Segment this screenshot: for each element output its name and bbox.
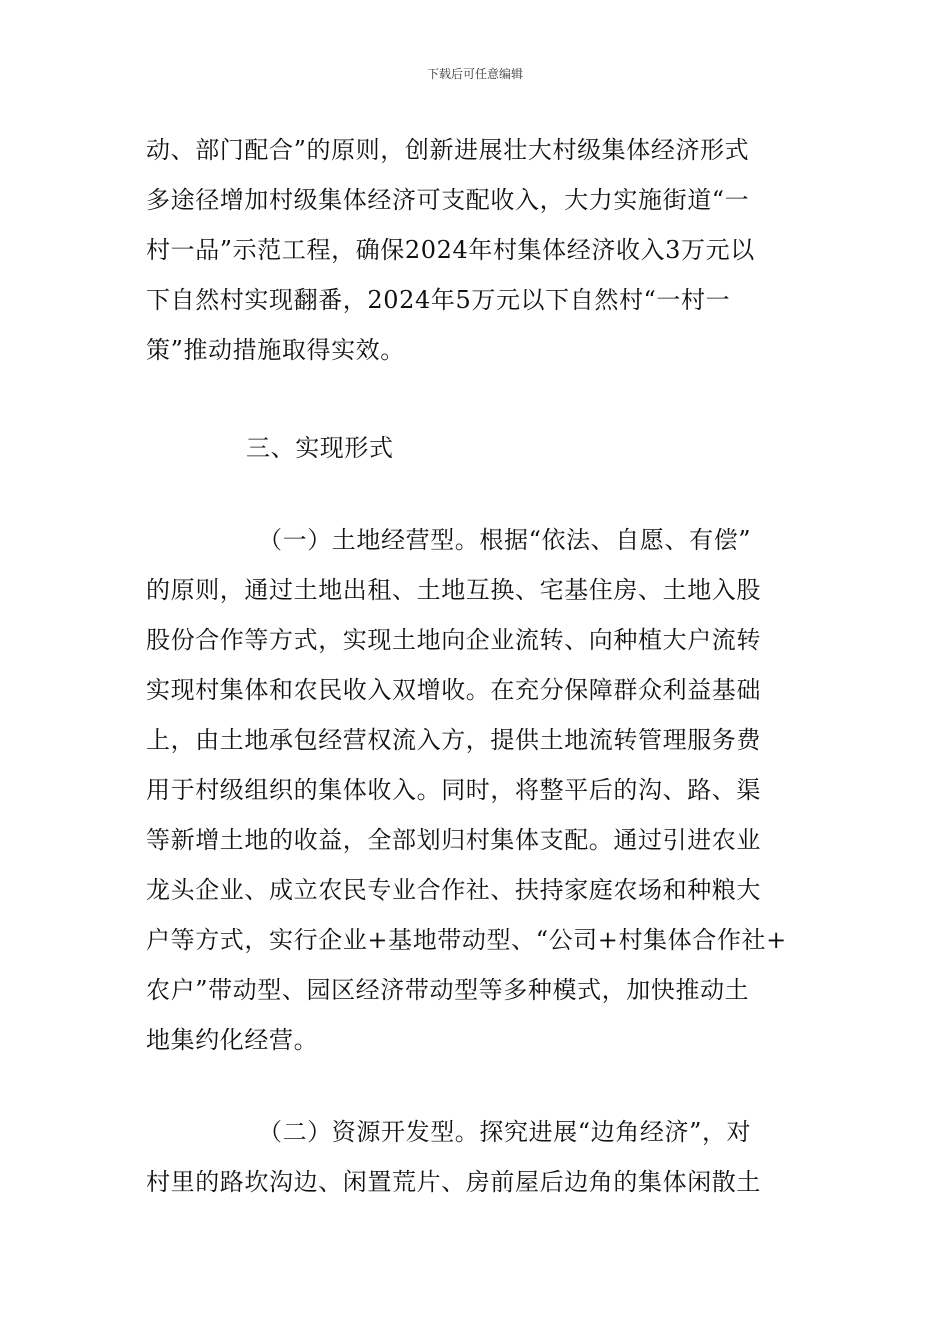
paragraph-line: 户等方式，实行企业+基地带动型、“公司+村集体合作社+	[146, 926, 787, 954]
paragraph-line: （二）资源开发型。探究进展“边角经济”，对	[258, 1118, 752, 1146]
section-heading: 三、实现形式	[246, 434, 394, 462]
paragraph-line: 实现村集体和农民收入双增收。在充分保障群众利益基础	[146, 676, 761, 704]
paragraph-line: 动、部门配合”的原则，创新进展壮大村级集体经济形式	[146, 136, 750, 164]
paragraph	[146, 125, 806, 375]
paragraph-line: 地集约化经营。	[146, 1026, 319, 1054]
paragraph-line: 村里的路坎沟边、闲置荒片、房前屋后边角的集体闲散土	[146, 1168, 761, 1196]
paragraph-line: 龙头企业、成立农民专业合作社、扶持家庭农场和种粮大	[146, 876, 761, 904]
paragraph-line: 村一品”示范工程，确保2024年村集体经济收入3万元以	[146, 236, 755, 264]
paragraph-line: 多途径增加村级集体经济可支配收入，大力实施街道“一	[146, 186, 750, 214]
paragraph-line: （一）土地经营型。根据“依法、自愿、有偿”	[258, 526, 752, 554]
document-body	[146, 125, 806, 1207]
paragraph	[146, 515, 806, 1065]
paragraph-line: 的原则，通过土地出租、土地互换、宅基住房、土地入股	[146, 576, 761, 604]
section-spacer	[146, 375, 806, 423]
section-spacer	[146, 473, 806, 515]
paragraph-line: 股份合作等方式，实现土地向企业流转、向种植大户流转	[146, 626, 761, 654]
paragraph	[146, 1107, 806, 1207]
paragraph-line: 下自然村实现翻番，2024年5万元以下自然村“一村一	[146, 286, 731, 314]
paragraph-line: 策”推动措施取得实效。	[146, 336, 405, 364]
paragraph-line: 农户”带动型、园区经济带动型等多种模式，加快推动土	[146, 976, 750, 1004]
paragraph-line: 等新增土地的收益，全部划归村集体支配。通过引进农业	[146, 826, 761, 854]
paragraph-line: 用于村级组织的集体收入。同时，将整平后的沟、路、渠	[146, 776, 761, 804]
page-header-note: 下载后可任意编辑	[426, 67, 523, 81]
paragraph-line: 上，由土地承包经营权流入方，提供土地流转管理服务费	[146, 726, 761, 754]
section-spacer	[146, 1065, 806, 1107]
